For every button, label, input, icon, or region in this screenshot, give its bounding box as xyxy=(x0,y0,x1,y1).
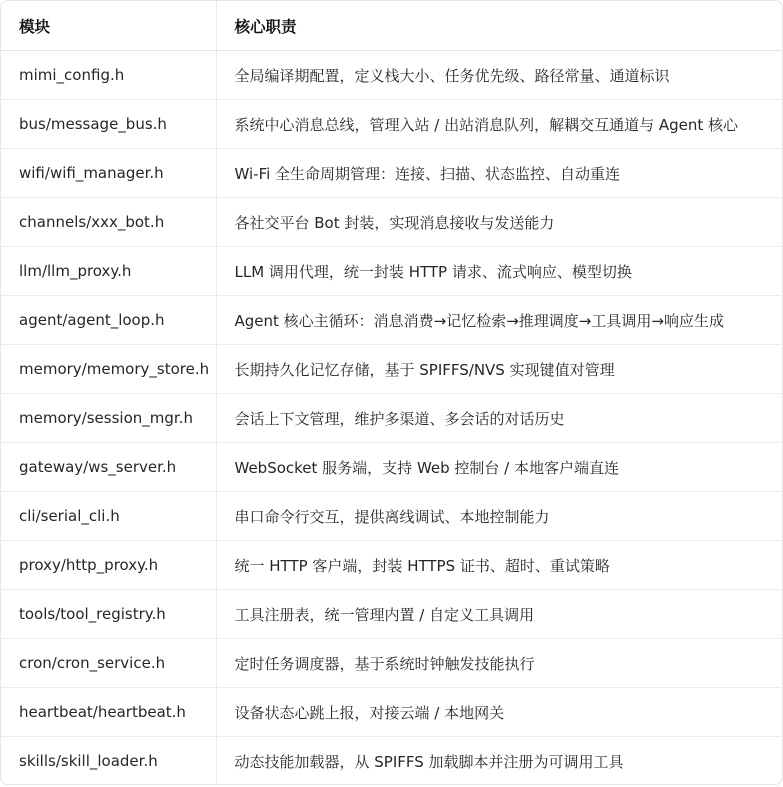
table-row xyxy=(1,51,782,100)
responsibility-cell: 长期持久化记忆存储，基于 SPIFFS/NVS 实现键值对管理 xyxy=(216,345,782,394)
responsibility-cell: Agent 核心主循环：消息消费→记忆检索→推理调度→工具调用→响应生成 xyxy=(216,296,782,345)
responsibility-cell: 会话上下文管理，维护多渠道、多会话的对话历史 xyxy=(216,394,782,443)
module-cell: tools/tool_registry.h xyxy=(1,590,216,639)
module-cell: agent/agent_loop.h xyxy=(1,296,216,345)
responsibility-cell: 各社交平台 Bot 封装，实现消息接收与发送能力 xyxy=(216,198,782,247)
module-cell: heartbeat/heartbeat.h xyxy=(1,688,216,737)
table-row xyxy=(1,247,782,296)
module-table xyxy=(1,1,782,785)
table-row xyxy=(1,541,782,590)
header-row xyxy=(1,1,782,51)
table-row xyxy=(1,296,782,345)
table-header xyxy=(1,1,782,51)
table-row xyxy=(1,443,782,492)
table-row xyxy=(1,394,782,443)
table-row xyxy=(1,639,782,688)
responsibility-cell: 定时任务调度器，基于系统时钟触发技能执行 xyxy=(216,639,782,688)
module-cell: channels/xxx_bot.h xyxy=(1,198,216,247)
module-cell: cron/cron_service.h xyxy=(1,639,216,688)
module-cell: proxy/http_proxy.h xyxy=(1,541,216,590)
module-cell: mimi_config.h xyxy=(1,51,216,100)
responsibility-cell: LLM 调用代理，统一封装 HTTP 请求、流式响应、模型切换 xyxy=(216,247,782,296)
column-header-responsibility: 核心职责 xyxy=(216,1,782,51)
responsibility-cell: 全局编译期配置，定义栈大小、任务优先级、路径常量、通道标识 xyxy=(234,66,670,85)
responsibility-cell: 动态技能加载器，从 SPIFFS 加载脚本并注册为可调用工具 xyxy=(216,737,782,786)
table-row xyxy=(1,198,782,247)
module-cell: llm/llm_proxy.h xyxy=(1,247,216,296)
module-cell: cli/serial_cli.h xyxy=(1,492,216,541)
table-row xyxy=(1,492,782,541)
table-body xyxy=(1,51,782,786)
column-header-module: 模块 xyxy=(1,1,216,51)
module-cell: skills/skill_loader.h xyxy=(1,737,216,786)
module-cell: memory/memory_store.h xyxy=(1,345,216,394)
responsibility-cell: 工具注册表，统一管理内置 / 自定义工具调用 xyxy=(216,590,782,639)
responsibility-cell: 设备状态心跳上报，对接云端 / 本地网关 xyxy=(216,688,782,737)
module-cell: bus/message_bus.h xyxy=(1,100,216,149)
module-cell: wifi/wifi_manager.h xyxy=(1,149,216,198)
module-cell: memory/session_mgr.h xyxy=(1,394,216,443)
responsibility-cell: 串口命令行交互，提供离线调试、本地控制能力 xyxy=(216,492,782,541)
responsibility-cell: 统一 HTTP 客户端，封装 HTTPS 证书、超时、重试策略 xyxy=(216,541,782,590)
module-cell: gateway/ws_server.h xyxy=(1,443,216,492)
table-row xyxy=(1,590,782,639)
table-row xyxy=(1,688,782,737)
table-row xyxy=(1,149,782,198)
responsibility-cell: WebSocket 服务端，支持 Web 控制台 / 本地客户端直连 xyxy=(216,443,782,492)
table-row xyxy=(1,737,782,786)
table-row xyxy=(1,345,782,394)
table-row xyxy=(1,100,782,149)
responsibility-cell: Wi-Fi 全生命周期管理：连接、扫描、状态监控、自动重连 xyxy=(216,149,782,198)
responsibility-cell: 系统中心消息总线，管理入站 / 出站消息队列，解耦交互通道与 Agent 核心 xyxy=(216,100,782,149)
